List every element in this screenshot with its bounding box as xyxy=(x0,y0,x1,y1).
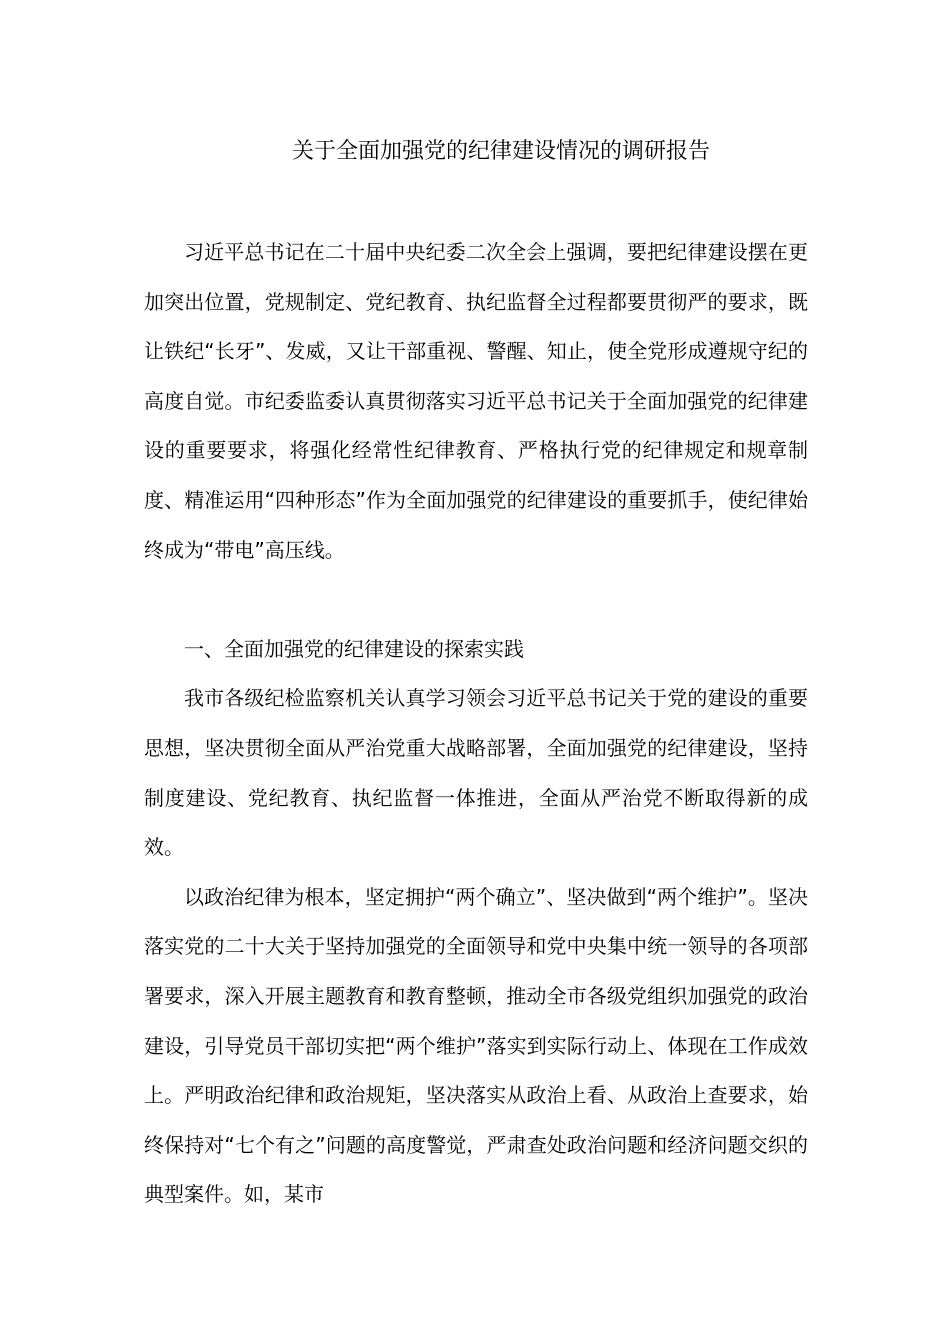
paragraph-political-discipline: 以政治纪律为根本，坚定拥护“两个确立”、坚决做到“两个维护”。坚决落实党的二十大关于坚持加强党的全面领导和党中央集中统一领导的各项部署要求，深入开展主题教育和教育整顿，推动全市各级党组织加强党的政治建设，引导党员干部切实把“两个维护”落实到实际行动上、体现在工作成效上。严明政治纪律和政治规矩，坚决落实从政治上看、从政治上查要求，始终保持对“七个有之”问题的高度警觉，严肃查处政治问题和经济问题交织的典型案件。如，某市 xyxy=(144,884,808,1207)
section-heading-1: 一、全面加强党的纪律建设的探索实践 xyxy=(184,636,524,661)
paragraph-practice: 我市各级纪检监察机关认真学习领会习近平总书记关于党的建设的重要思想，坚决贯彻全面从严治党重大战略部署，全面加强党的纪律建设，坚持制度建设、党纪教育、执纪监督一体推进，全面从严治党不断取得新的成效。 xyxy=(144,686,808,860)
paragraph-intro: 习近平总书记在二十届中央纪委二次全会上强调，要把纪律建设摆在更加突出位置，党规制定、党纪教育、执纪监督全过程都要贯彻严的要求，既让铁纪“长牙”、发威，又让干部重视、警醒、知止，使全党形成遵规守纪的高度自觉。市纪委监委认真贯彻落实习近平总书记关于全面加强党的纪律建设的重要要求，将强化经常性纪律教育、严格执行党的纪律规定和规章制度、精准运用“四种形态”作为全面加强党的纪律建设的重要抓手，使纪律始终成为“带电”高压线。 xyxy=(144,240,808,562)
document-body xyxy=(144,228,808,1220)
document-title: 关于全面加强党的纪律建设情况的调研报告 xyxy=(291,139,710,164)
paragraph-gap xyxy=(144,575,808,625)
